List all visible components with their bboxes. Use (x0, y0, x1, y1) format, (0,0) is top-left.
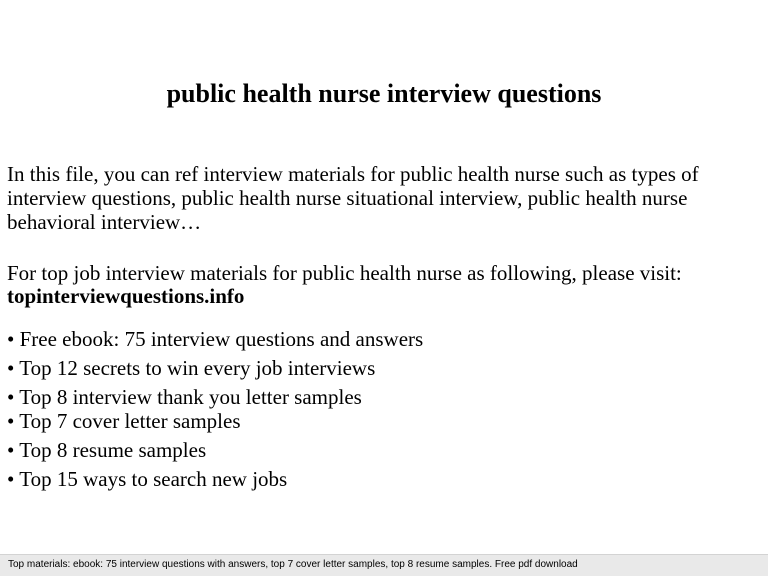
list-item-thank-you-letter: • Top 8 interview thank you letter samples (7, 385, 362, 409)
footer-bar (0, 554, 768, 576)
list-item-job-search: • Top 15 ways to search new jobs (7, 467, 288, 491)
slide-title: public health nurse interview questions (166, 79, 602, 108)
list-item-secrets: • Top 12 secrets to win every job interviews (7, 356, 376, 380)
list-item-cover-letter: • Top 7 cover letter samples (7, 409, 241, 433)
footer-text: Top materials: ebook: 75 interview questions with answers, top 7 cover letter samples, top 8 resume samples. Free pdf download (8, 559, 578, 570)
list-item-free-ebook: • Free ebook: 75 interview questions and answers (7, 327, 424, 351)
list-item-resume: • Top 8 resume samples (7, 438, 207, 462)
resource-list (7, 327, 423, 491)
visit-instruction: For top job interview materials for public health nurse as following, please visit: (7, 261, 682, 285)
intro-paragraph: In this file, you can ref interview materials for public health nurse such as types of interview questions, public health nurse situational interview, public health nurse behavioral interview… (7, 162, 699, 234)
website-link[interactable]: topinterviewquestions.info (7, 284, 245, 308)
